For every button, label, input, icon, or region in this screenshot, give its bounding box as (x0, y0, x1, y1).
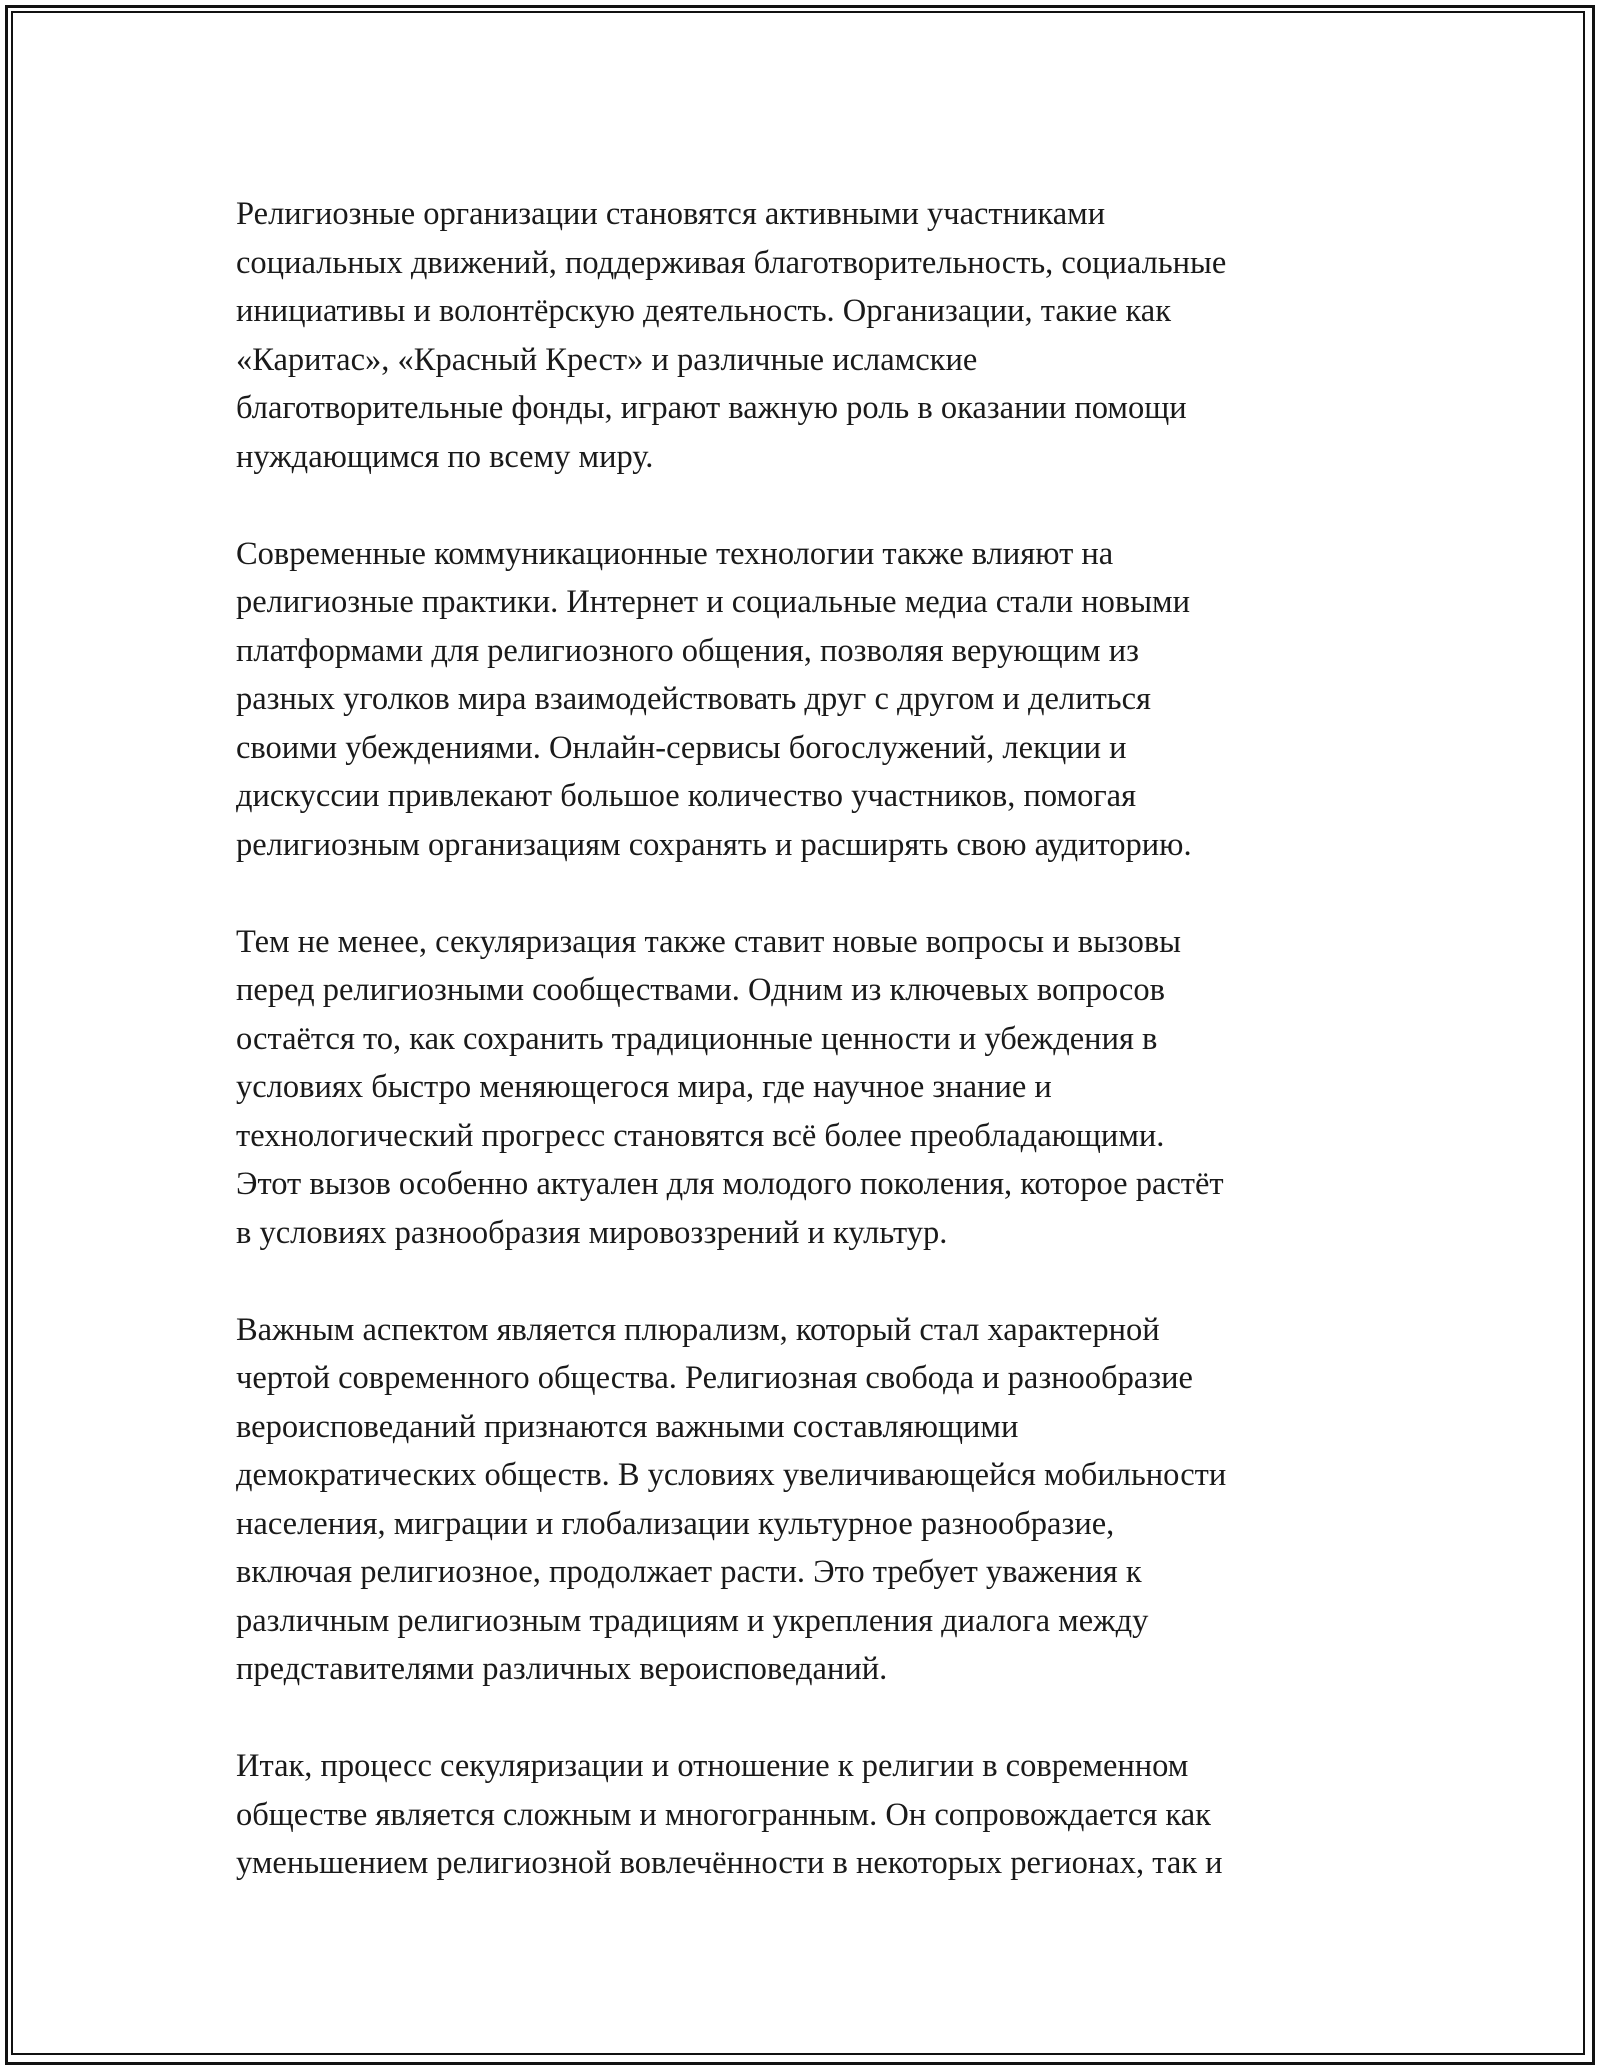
paragraph-line: Итак, процесс секуляризации и отношение к религии в современном (236, 1748, 1189, 1784)
paragraph-line: вероисповеданий признаются важными составляющими (236, 1408, 1019, 1445)
paragraph-line: Современные коммуникационные технологии также влияют на (236, 535, 1114, 572)
paragraph-line: разных уголков мира взаимодействовать друг с другом и делиться (236, 681, 1151, 717)
paragraph-1 (236, 190, 1436, 481)
paragraph-line: инициативы и волонтёрскую деятельность. Организации, такие как (236, 293, 1172, 329)
paragraph-2 (236, 530, 1436, 870)
paragraph-4 (236, 1306, 1436, 1694)
paragraph-line: чертой современного общества. Религиозная свобода и разнообразие (236, 1360, 1193, 1396)
paragraph-line: различным религиозным традициям и укрепления диалога между (236, 1602, 1149, 1639)
paragraph-line: демократических обществ. В условиях увеличивающейся мобильности (236, 1457, 1227, 1493)
paragraph-line: Этот вызов особенно актуален для молодого поколения, которое растёт (236, 1166, 1224, 1202)
paragraph-5 (236, 1742, 1436, 1888)
paragraph-line: религиозным организациям сохранять и расширять свою аудиторию. (236, 826, 1192, 863)
paragraph-line: уменьшением религиозной вовлечённости в некоторых регионах, так и (236, 1845, 1223, 1881)
document-body (236, 190, 1436, 1936)
paragraph-line: нуждающимся по всему миру. (236, 438, 654, 475)
paragraph-line: религиозные практики. Интернет и социальные медиа стали новыми (236, 584, 1191, 620)
paragraph-3 (236, 918, 1436, 1258)
paragraph-line: платформами для религиозного общения, позволяя верующим из (236, 632, 1139, 669)
paragraph-line: дискуссии привлекают большое количество участников, помогая (236, 778, 1137, 814)
paragraph-line: «Каритас», «Красный Крест» и различные исламские (236, 341, 978, 378)
paragraph-line: остаётся то, как сохранить традиционные ценности и убеждения в (236, 1020, 1158, 1057)
paragraph-line: обществе является сложным и многогранным. Он сопровождается как (236, 1796, 1211, 1833)
paragraph-line: перед религиозными сообществами. Одним из ключевых вопросов (236, 972, 1165, 1008)
paragraph-line: Религиозные организации становятся активными участниками (236, 196, 1106, 232)
paragraph-line: условиях быстро меняющегося мира, где научное знание и (236, 1069, 1052, 1105)
paragraph-line: представителями различных вероисповеданий. (236, 1651, 888, 1687)
paragraph-line: благотворительные фонды, играют важную роль в оказании помощи (236, 390, 1187, 426)
paragraph-line: включая религиозное, продолжает расти. Это требует уважения к (236, 1554, 1142, 1590)
paragraph-line: социальных движений, поддерживая благотворительность, социальные (236, 244, 1227, 281)
paragraph-line: технологический прогресс становятся всё более преобладающими. (236, 1117, 1165, 1154)
paragraph-line: Тем не менее, секуляризация также ставит новые вопросы и вызовы (236, 923, 1182, 960)
paragraph-line: в условиях разнообразия мировоззрений и культур. (236, 1214, 948, 1251)
paragraph-line: своими убеждениями. Онлайн-сервисы богослужений, лекции и (236, 729, 1127, 766)
paragraph-line: Важным аспектом является плюрализм, который стал характерной (236, 1311, 1160, 1348)
paragraph-line: населения, миграции и глобализации культурное разнообразие, (236, 1505, 1115, 1542)
